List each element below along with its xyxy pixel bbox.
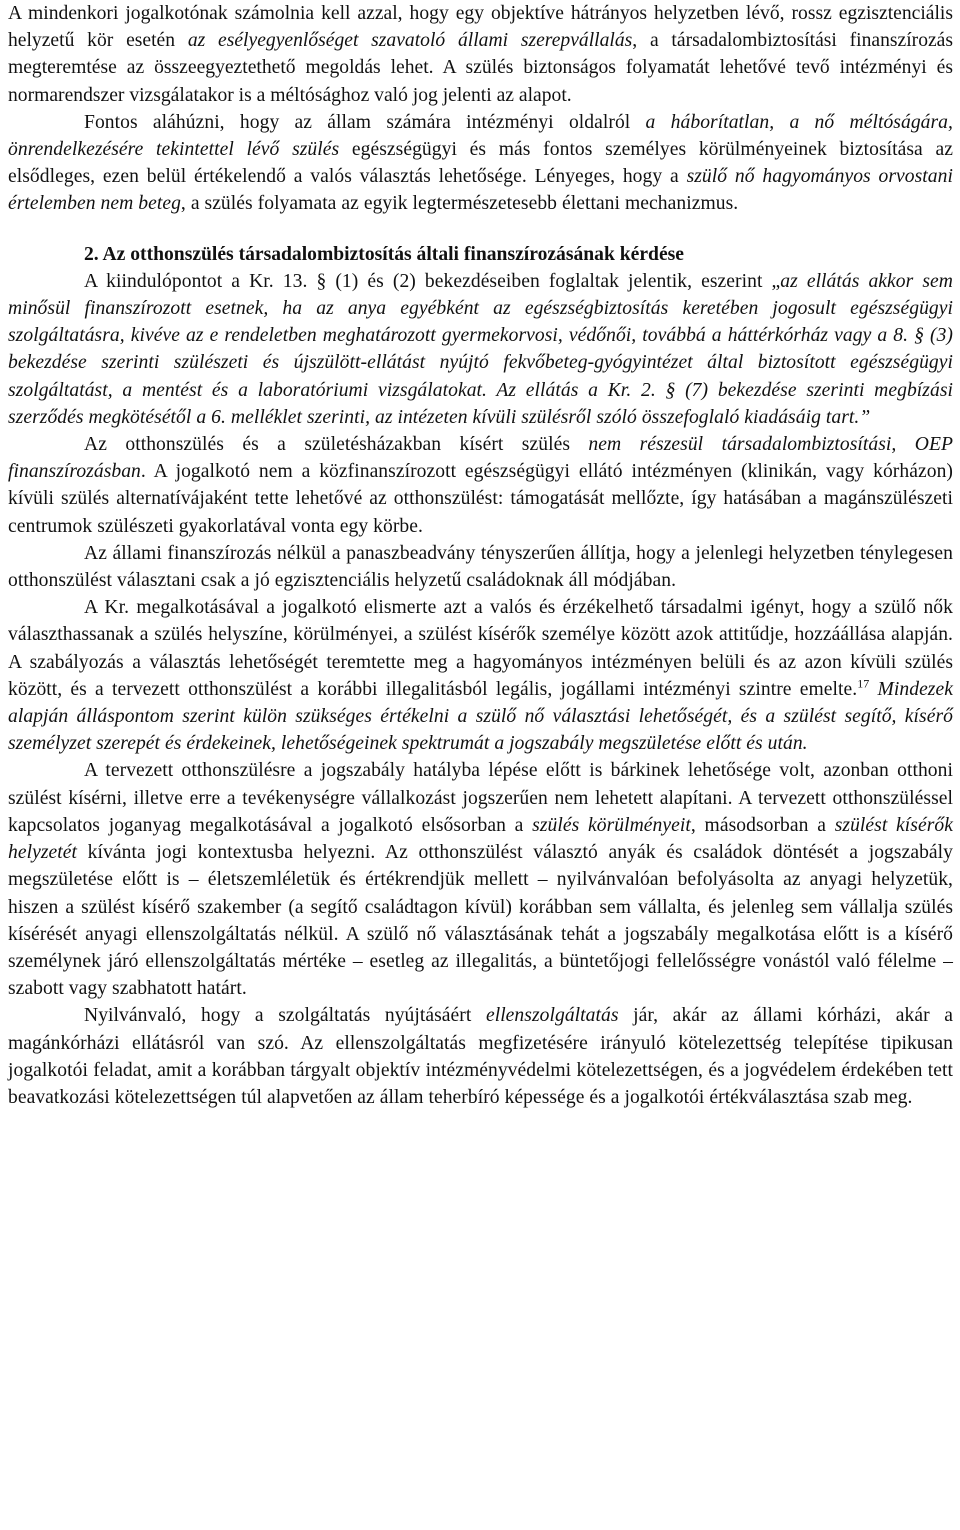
document-page (8, 0, 953, 1111)
paragraph-1 (8, 0, 953, 109)
text-run: A mindenkori jogalkotónak számolnia kell azzal, hogy egy objektíve hátrányos helyzetben lévő, rossz egzisztenciális helyzetű kör esetén (8, 3, 953, 52)
paragraph-6 (8, 594, 953, 757)
italic-run: az esélyegyenlőséget szavatoló állami szerepvállalás (187, 30, 633, 52)
italic-run: Mindezek alapján álláspontom szerint külön szükséges értékelni a szülő nő választási lehetőségét, és a szülést segítő, kísérő személyzet szerepét és érdekeinek, lehetőségeinek spektrumát a jogszabály megszületése előtt és után. (8, 678, 953, 755)
paragraph-5: Az állami finanszírozás nélkül a panaszbeadvány tényszerűen állítja, hogy a jelenlegi helyzetben ténylegesen otthonszülést választani csak a jó egzisztenciális helyzetű családoknak áll módjában. (8, 542, 953, 592)
text-run: A kiindulópontot a Kr. 13. § (1) és (2) bekezdéseiben foglaltak jelentik, eszerint „ (84, 270, 781, 292)
text-run: Az otthonszülés és a születésházakban kísért szülés (84, 434, 589, 456)
italic-quote: az ellátás akkor sem minősül finanszírozott esetnek, ha az anya egyébként az egészségbiztosítás keretében jogosult egészségügyi szolgáltatásra, kivéve az e rendeletben meghatározott gyermekorvosi, védőnői, továbbá a háttérkórház vagy a 8. § (3) bekezdése szerinti szülészeti és újszülött-ellátást nyújtó fekvőbeteg-gyógyintézet által biztosított egészségügyi szolgáltatást, a mentést és a laboratóriumi vizsgálatokat. Az ellátás a Kr. 2. § (7) bekezdése szerinti megbízási szerződés megkötésétől a 6. melléklet szerinti, az intézeten kívüli szülésről szóló összefoglaló kiadásáig tart. (8, 270, 953, 428)
text-run: A Kr. megalkotásával a jogalkotó elismerte azt a valós és érzékelhető társadalmi igényt, hogy a szülő nők választhassanak a szülés helyszíne, körülményei, a szülést kísérők személye között azok attitűdje, hozzáállása alapján. A szabályozás a választás lehetőségét teremtette meg a hagyományos intézményen belüli és az azon kívüli szülés között, és a tervezett otthonszülést a korábbi illegalitásból legális, jogállami intézményi szintre emelte. (8, 597, 953, 700)
paragraph-3 (8, 268, 953, 431)
italic-run: nem részesül társadalombiztosítási, OEP finanszírozásban (8, 434, 953, 483)
italic-run: szülő nő hagyományos orvostani értelemben nem beteg (8, 166, 953, 215)
text-run: . A jogalkotó nem a közfinanszírozott egészségügyi ellátó intézményen (klinikán, vagy kórházon) kívüli szülés alternatívájaként tette lehetővé az otthonszülést: támogatását mellőzte, így hatásában a magánszülészeti centrumok szülészeti gyakorlatával vonta egy körbe. (8, 461, 953, 537)
text-run: Nyilvánvaló, hogy a szolgáltatás nyújtásáért (84, 1005, 486, 1027)
italic-run: szülést kísérők helyzetét (8, 814, 953, 864)
italic-run: a háborítatlan, a nő méltóságára, önrendelkezésére tekintettel lévő szülés (8, 111, 953, 161)
italic-run: ellenszolgáltatás (485, 1005, 619, 1027)
paragraph-4 (8, 431, 953, 540)
text-run: jár, akár az állami kórházi, akár a magánkórházi ellátásról van szó. Az ellenszolgáltatás megfizetésére irányuló kötelezettség telepítése tipikusan jogalkotói feladat, amit a korábban tárgyalt objektív intézményvédelmi kötelezettségen, és a jogvédelem érdekében tett beavatkozási kötelezettségen túl alapvetően az állam teherbíró képessége és a jogalkotói értékválasztása szab meg. (8, 1005, 953, 1108)
text-run: kívánta jogi kontextusba helyezni. Az otthonszülést választó anyák és családok döntését a jogszabály megszületése előtt is – életszemléletük és értékrendjük mellett – nyilvánvalóan befolyásolta az anyagi helyzetük, hiszen a szülést kísérő szakember (a segítő családtagon kívül) korábban sem vállalta, és jelenleg sem vállalja szülés kísérését anyagi ellenszolgáltatás nélkül. A szülő nő választásának tehát a jogszabály megalkotása előtt is a kísérő személynek járó ellenszolgáltatás mértéke – esetleg az illegalitás, a büntetőjogi fellelősségre vonástól való félelme – szabott vagy szabhatott határt. (8, 842, 953, 1000)
text-run: Fontos aláhúzni, hogy az állam számára intézményi oldalról (84, 111, 646, 133)
section-heading: 2. Az otthonszülés társadalombiztosítás általi finanszírozásának kérdése (84, 243, 684, 265)
paragraph-8 (8, 1002, 953, 1111)
paragraph-7 (8, 757, 953, 1002)
footnote-ref[interactable]: 17 (857, 676, 870, 691)
paragraph-2 (8, 109, 953, 218)
text-run: , a társadalombiztosítási finanszírozás megteremtése az összeegyeztethető megoldás lehet. A szülés biztonságos folyamatát lehetővé tevő intézményi és normarendszer vizsgálatakor is a méltósághoz való jog jelenti az alapot. (8, 30, 954, 106)
italic-run: ” (859, 406, 871, 428)
text-run: , másodsorban a (690, 814, 835, 836)
text-run: A tervezett otthonszülésre a jogszabály hatályba lépése előtt is bárkinek lehetősége volt, azonban otthoni szülést kísérni, illetve erre a tevékenységre vállalkozást jogszerűen nem lehetett alapítani. A tervezett otthonszüléssel kapcsolatos joganyag megalkotásával a jogalkotó elsősorban a (8, 760, 953, 836)
italic-run: szülés körülményeit (532, 814, 691, 836)
text-run: , a szülés folyamata az egyik legtermészetesebb élettani mechanizmus. (180, 193, 739, 215)
text-run: egészségügyi és más fontos személyes körülményeinek biztosítása az elsődleges, ezen belül értékelendő a valós választás lehetősége. Lényeges, hogy a (8, 139, 953, 188)
